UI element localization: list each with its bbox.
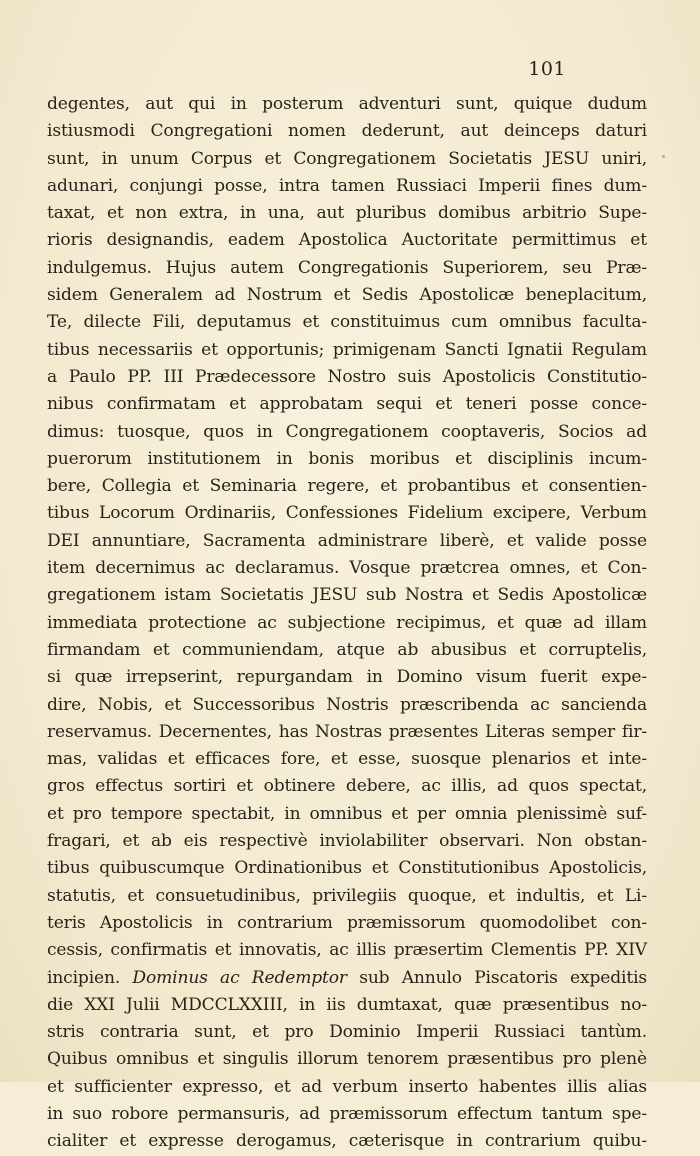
text-line: nibus confirmatam et approbatam sequi et teneri posse conce- [47, 394, 647, 415]
text-line: a Paulo PP. III Prædecessore Nostro suis Apostolicis Constitutio- [47, 366, 647, 387]
text-line: puerorum institutionem in bonis moribus et disciplinis incum- [47, 448, 647, 469]
text-line: indulgemus. Hujus autem Congregationis Superiorem, seu Præ- [47, 257, 647, 278]
text-line: taxat, et non extra, in una, aut pluribus domibus arbitrio Supe- [47, 203, 647, 224]
text-line: et sufficienter expresso, et ad verbum inserto habentes illis alias [47, 1076, 647, 1097]
text-line: degentes, aut qui in posterum adventuri sunt, quique dudum [47, 94, 647, 114]
paper-speck [662, 155, 665, 158]
text-line: DEI annuntiare, Sacramenta administrare liberè, et valide posse [47, 530, 647, 551]
text-line: cialiter et expresse derogamus, cæterisque in contrarium quibu- [47, 1131, 647, 1152]
body-text [47, 91, 647, 1156]
italic-title: Dominus ac Redemptor [132, 967, 347, 988]
text-line: et pro tempore spectabit, in omnibus et per omnia plenissimè suf- [47, 803, 647, 824]
text-line: tibus necessariis et opportunis; primigenam Sancti Ignatii Regulam [47, 339, 647, 360]
text-line: cessis, confirmatis et innovatis, ac illis præsertim Clementis PP. XIV [47, 940, 647, 961]
text-segment: sub Annulo Piscatoris expeditis [346, 967, 648, 988]
text-line [47, 965, 647, 992]
text-line: tibus Locorum Ordinariis, Confessiones Fidelium excipere, Verbum [47, 503, 647, 524]
text-line: fragari, et ab eis respectivè inviolabiliter observari. Non obstan- [47, 831, 647, 852]
text-line: immediata protectione ac subjectione recipimus, et quæ ad illam [47, 612, 647, 633]
paper-speck [252, 1062, 255, 1065]
text-line: si quæ irrepserint, repurgandam in Domino visum fuerit expe- [47, 667, 647, 688]
text-line: statutis, et consuetudinibus, privilegiis quoque, et indultis, et Li- [47, 885, 647, 906]
text-line: dimus: tuosque, quos in Congregationem cooptaveris, Socios ad [47, 421, 647, 442]
text-line: tibus quibuscumque Ordinationibus et Constitutionibus Apostolicis, [47, 858, 647, 879]
text-line: Te, dilecte Fili, deputamus et constituimus cum omnibus faculta- [47, 312, 647, 333]
text-line: reservamus. Decernentes, has Nostras præsentes Literas semper fir- [47, 721, 647, 742]
text-segment: incipien. [47, 967, 133, 988]
text-line: firmandam et communiendam, atque ab abusibus et corruptelis, [47, 639, 647, 660]
text-line: adunari, conjungi posse, intra tamen Russiaci Imperii fines dum- [47, 175, 647, 196]
text-line: dire, Nobis, et Successoribus Nostris præscribenda ac sancienda [47, 694, 647, 715]
text-line: item decernimus ac declaramus. Vosque prætcrea omnes, et Con- [47, 558, 647, 579]
text-line: gregationem istam Societatis JESU sub Nostra et Sedis Apostolicæ [47, 585, 647, 606]
text-line: rioris designandis, eadem Apostolica Auctoritate permittimus et [47, 230, 647, 251]
text-line: teris Apostolicis in contrarium præmissorum quomodolibet con- [47, 912, 647, 933]
text-line: istiusmodi Congregationi nomen dederunt, aut deinceps daturi [47, 121, 647, 142]
text-line: stris contraria sunt, et pro Dominio Imperii Russiaci tantùm. [47, 1022, 647, 1043]
text-line: bere, Collegia et Seminaria regere, et probantibus et consentien- [47, 476, 647, 497]
text-line: gros effectus sortiri et obtinere debere, ac illis, ad quos spectat, [47, 776, 647, 797]
text-line: in suo robore permansuris, ad præmissorum effectum tantum spe- [47, 1103, 647, 1124]
text-line: sidem Generalem ad Nostrum et Sedis Apostolicæ beneplacitum, [47, 285, 647, 306]
text-line: Quibus omnibus et singulis illorum tenorem præsentibus pro plenè [47, 1049, 647, 1070]
page-number: 101 [528, 58, 566, 80]
text-line: mas, validas et efficaces fore, et esse, suosque plenarios et inte- [47, 749, 647, 770]
text-line: sunt, in unum Corpus et Congregationem Societatis JESU uniri, [47, 148, 647, 169]
text-line: die XXI Julii MDCCLXXIII, in iis dumtaxat, quæ præsentibus no- [47, 994, 647, 1015]
